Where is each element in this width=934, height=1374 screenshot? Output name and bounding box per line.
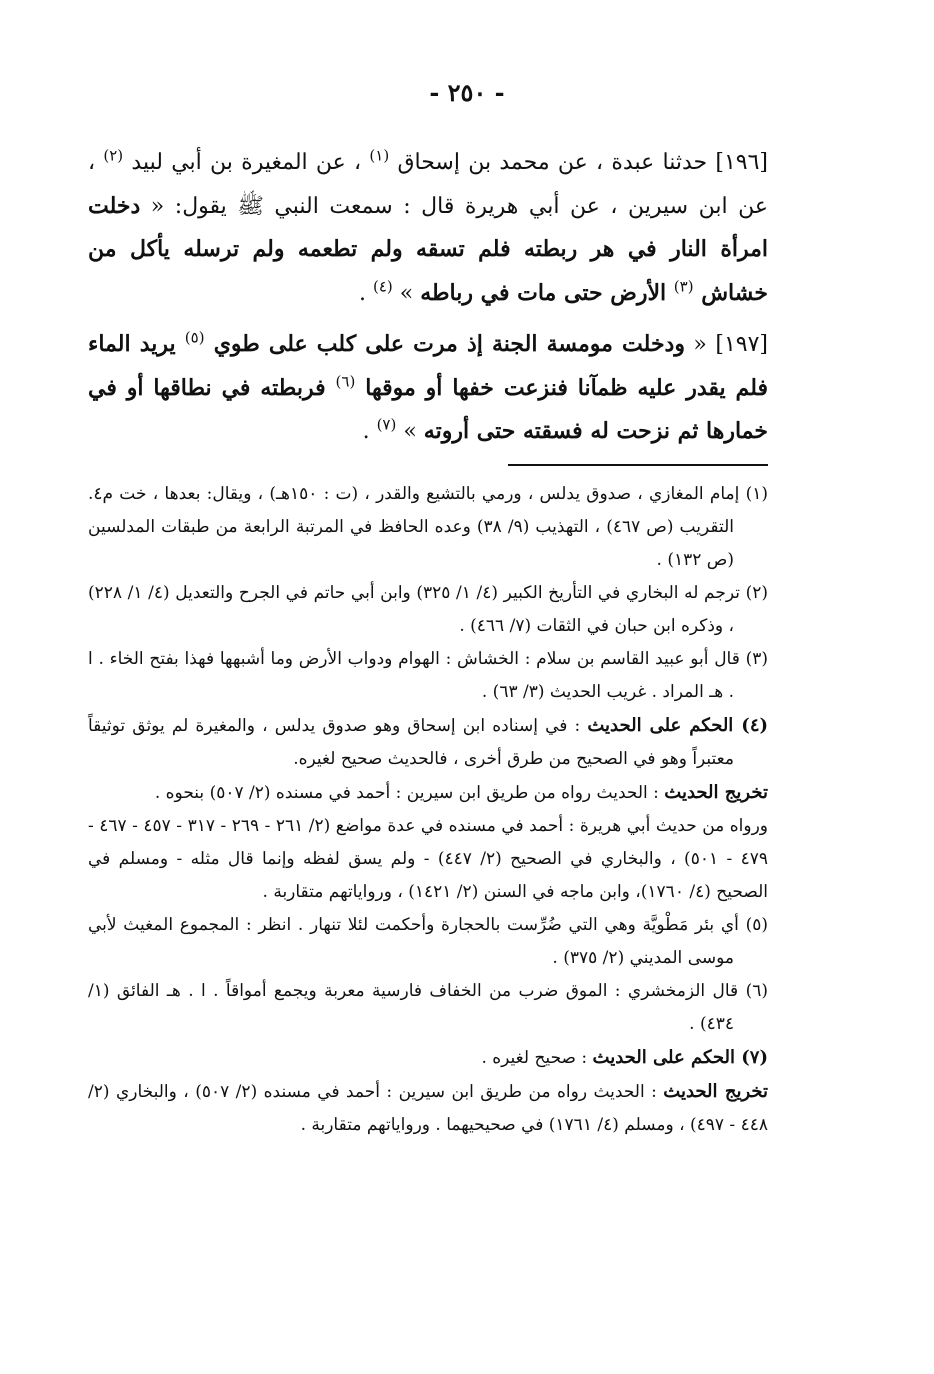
footnote — [88, 909, 768, 975]
hadith-paragraph-h196 — [88, 142, 768, 315]
footnote-ref: (١) — [369, 146, 390, 165]
footnote — [88, 776, 768, 810]
hadith-isnad: [١٩٧] « — [684, 332, 768, 357]
footnote — [88, 643, 768, 709]
footnote — [88, 975, 768, 1041]
hadith-isnad: . — [362, 419, 377, 444]
hadith-matn: دخلت امرأة النار في هر ربطته فلم تسقه ولم تطعمه ولم ترسله يأكل من خشاش — [88, 192, 768, 306]
footnotes-section — [88, 478, 768, 1142]
hadith-isnad: ، عن المغيرة بن أبي لبيد — [123, 150, 370, 175]
footnote-text: (٥) أي بئر مَطْويَّة وهي التي ضُرِّست بالحجارة وأحكمت لئلا تنهار . انظر : المجموع المغيث لأبي موسى المديني (٢/ ٣٧٥) . — [88, 915, 768, 968]
footnote-heading: تخريج الحديث — [663, 1081, 769, 1102]
footnote — [88, 1041, 768, 1075]
page-number: - ٢٥٠ - — [429, 78, 505, 107]
hadith-text-section — [88, 142, 768, 462]
footnote-heading: تخريج الحديث — [664, 782, 768, 803]
footnote-ref: (٢) — [103, 146, 124, 165]
footnote-ref: (٦) — [335, 372, 356, 391]
hadith-isnad: » — [396, 419, 424, 444]
hadith-matn: فربطته في نطاقها أو في خمارها ثم نزحت له فسقته حتى أروته — [88, 374, 768, 444]
hadith-matn: يريد الماء فلم يقدر عليه ظمآنا فنزعت خفها أو موقها — [88, 331, 768, 401]
footnote-heading: (٤) الحكم على الحديث — [587, 715, 769, 736]
footnote-text: : الحديث رواه من طريق ابن سيرين : أحمد في مسنده (٢/ ٥٠٧) ، والبخاري (٢/ ٤٤٨ - ٤٩٧) ، ومسلم (٤/ ١٧٦١) في صحيحيهما . ورواياتهم متقاربة . — [88, 1082, 768, 1135]
footnote-text: (٦) قال الزمخشري : الموق ضرب من الخفاف فارسية معربة ويجمع أمواقاً . ا . هـ الفائق (١/ ٤٣٤) . — [88, 981, 768, 1034]
footnote-ref: (٥) — [184, 328, 205, 347]
footnote-ref: (٧) — [376, 415, 397, 434]
footnote-text: (٣) قال أبو عبيد القاسم بن سلام : الخشاش : الهوام ودواب الأرض وما أشبهها فهذا بفتح الخاء . ا . هـ المراد . غريب الحديث (٣/ ٦٣) . — [88, 649, 768, 702]
footnote — [88, 709, 768, 776]
hadith-isnad: ، عن ابن سيرين ، عن أبي هريرة قال : سمعت النبي ﷺ يقول: « — [88, 150, 768, 219]
footnote-text: (٢) ترجم له البخاري في التأريخ الكبير (٤/ ١/ ٣٢٥) وابن أبي حاتم في الجرح والتعديل (٤/ ١/ ٢٢٨) ، وذكره ابن حبان في الثقات (٧/ ٤٦٦) . — [88, 583, 768, 636]
footnote-heading: (٧) الحكم على الحديث — [592, 1047, 768, 1068]
footnote — [88, 810, 768, 909]
hadith-isnad: . — [358, 280, 373, 306]
footnote-text: : الحديث رواه من طريق ابن سيرين : أحمد في مسنده (٢/ ٥٠٧) بنحوه . — [154, 783, 665, 803]
footnote-ref: (٤) — [372, 277, 393, 296]
footnote-text: (١) إمام المغازي ، صدوق يدلس ، ورمي بالتشيع والقدر ، (ت : ١٥٠هـ) ، ويقال: بعدها ، خت م٤. التقريب (ص ٤٦٧) ، التهذيب (٩/ ٣٨) وعده الحافظ في المرتبة الرابعة من طبقات المدلسين (ص ١٣٢) . — [88, 484, 768, 570]
footnote-divider — [508, 464, 768, 466]
hadith-matn: ودخلت مومسة الجنة إذ مرت على كلب على طوي — [204, 331, 685, 357]
hadith-paragraph-h197 — [88, 323, 768, 454]
footnote — [88, 577, 768, 643]
hadith-isnad: » — [392, 280, 421, 306]
footnote-ref: (٣) — [673, 277, 694, 296]
footnote-text: : صحيح لغيره . — [481, 1048, 593, 1068]
footnote — [88, 478, 768, 577]
footnote-text: : في إسناده ابن إسحاق وهو صدوق يدلس ، والمغيرة لم يوثق توثيقاً معتبراً وهو في الصحيح من طرق أخرى ، فالحديث صحيح لغيره. — [88, 716, 734, 769]
footnote — [88, 1075, 768, 1142]
footnote-text: ورواه من حديث أبي هريرة : أحمد في مسنده في عدة مواضع (٢/ ٢٦١ - ٢٦٩ - ٣١٧ - ٤٥٧ - ٤٦٧ - ٤٧٩ - ٥٠١) ، والبخاري في الصحيح (٢/ ٤٤٧) - ولم يسق لفظه وإنما قال مثله - ومسلم في الصحيح (٤/ ١٧٦٠)، وابن ماجه في السنن (٢/ ١٤٢١) ، ورواياتهم متقاربة . — [88, 816, 769, 902]
hadith-matn: الأرض حتى مات في رباطه — [420, 279, 674, 306]
hadith-isnad: [١٩٦] حدثنا عبدة ، عن محمد بن إسحاق — [389, 150, 768, 175]
